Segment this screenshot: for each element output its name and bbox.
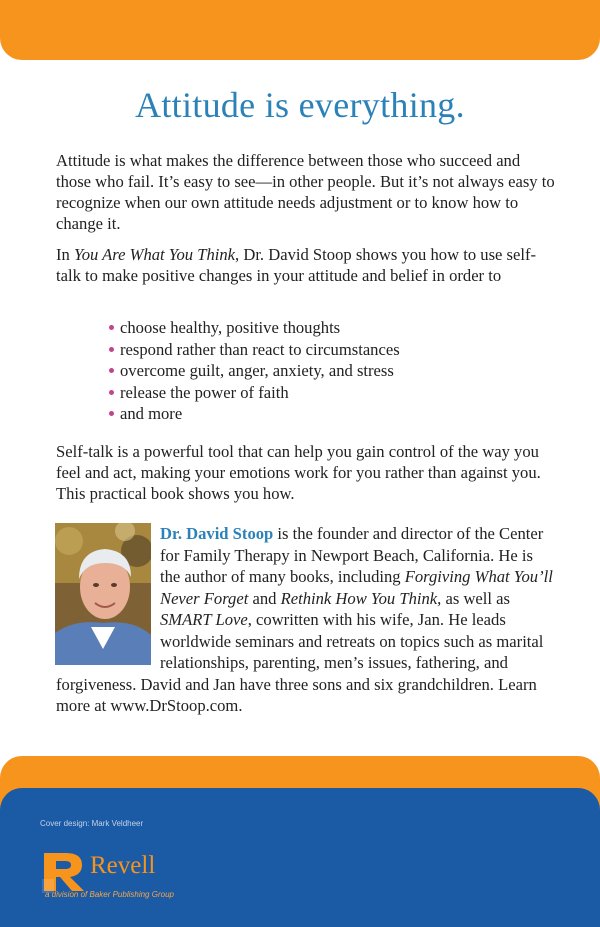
- book-description-paragraph: [56, 244, 556, 286]
- publisher-logo: [40, 847, 240, 907]
- list-item: and more: [108, 403, 400, 425]
- bio-book-1: Forgiving What You’ll Never Forget: [160, 567, 553, 608]
- bio-text-1: is the founder and director of the Center for Family Therapy in Newport Beach, California. He is the author of many books, including: [160, 524, 544, 586]
- list-item: overcome guilt, anger, anxiety, and stress: [108, 360, 400, 382]
- list-item: release the power of faith: [108, 382, 400, 404]
- list-item: respond rather than react to circumstances: [108, 339, 400, 361]
- author-name: Dr. David Stoop: [160, 524, 274, 543]
- intro-paragraph: Attitude is what makes the difference between those who succeed and those who fail. It’s easy to see—in other people. But it’s not always easy to recognize when our own attitude needs adjustment or to know how to change it.: [56, 151, 555, 233]
- self-talk-paragraph: Self-talk is a powerful tool that can help you gain control of the way you feel and act, making your emotions work for you rather than against you. This practical book shows you how.: [56, 442, 541, 503]
- bio-book-3: SMART Love: [160, 610, 248, 629]
- bio-text-2: and: [248, 588, 281, 608]
- bio-book-2: Rethink How You Think: [280, 588, 438, 608]
- headline: Attitude is everything.: [135, 85, 465, 125]
- author-bio: [56, 523, 556, 717]
- p2-prefix: In: [56, 245, 74, 264]
- publisher-tagline: a division of Baker Publishing Group: [45, 890, 174, 899]
- list-item: choose healthy, positive thoughts: [108, 317, 400, 339]
- revell-mark-icon: [40, 849, 90, 893]
- book-title: You Are What You Think: [73, 245, 236, 264]
- bio-text-4: , cowritten with his wife, Jan. He leads worldwide seminars and retreats on topics such as marital relationships, parenting, men’s issues, fathering, and forgiveness. David and Jan have three sons and six grandchildren. Learn more at www.DrStoop.com.: [56, 610, 544, 715]
- publisher-name: Revell: [90, 852, 156, 879]
- photo-spacer: [56, 523, 160, 673]
- benefits-list: [108, 317, 400, 425]
- bio-text-3: , as well as: [437, 588, 510, 608]
- cover-credit: Cover design: Mark Veldheer: [40, 819, 144, 828]
- p2-suffix: , Dr. David Stoop shows you how to use self-talk to make positive changes in your attitude and belief in order to: [56, 245, 537, 285]
- top-orange-band: [0, 0, 600, 60]
